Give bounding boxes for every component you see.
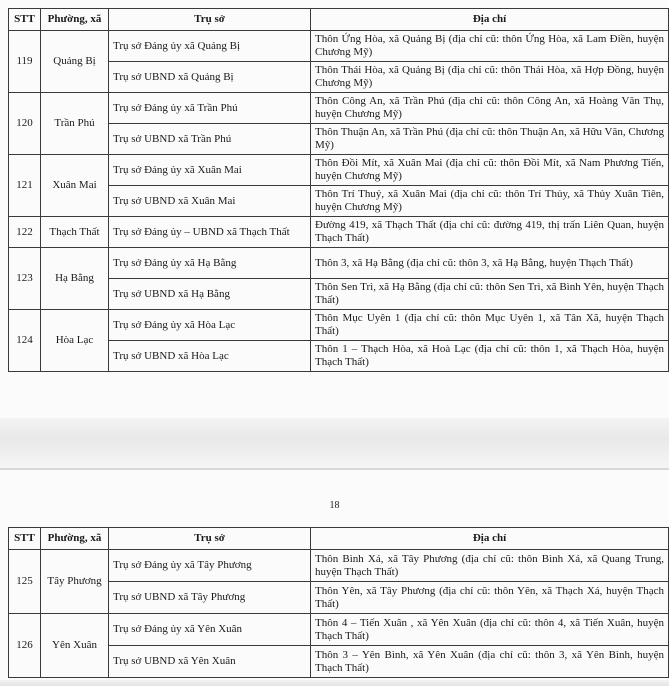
- office-cell: Trụ sở UBND xã Yên Xuân: [109, 646, 311, 678]
- table-row: [9, 310, 669, 341]
- address-cell: Thôn Bình Xá, xã Tây Phương (địa chỉ cũ: thôn Bình Xá, xã Quang Trung, huyện Thạch Thất): [311, 550, 669, 582]
- office-cell: Trụ sở UBND xã Hòa Lạc: [109, 341, 311, 372]
- header-stt: STT: [9, 9, 41, 31]
- stt-cell: 120: [9, 93, 41, 155]
- stt-cell: 121: [9, 155, 41, 217]
- office-cell: Trụ sở Đảng ủy xã Hạ Bằng: [109, 248, 311, 279]
- ward-cell: Trần Phú: [41, 93, 109, 155]
- office-cell: Trụ sở Đảng ủy xã Yên Xuân: [109, 614, 311, 646]
- address-cell: Thôn Thuận An, xã Trần Phú (địa chỉ cũ: thôn Thuận An, xã Hữu Văn, Chương Mỹ): [311, 124, 669, 155]
- address-cell: Thôn 3, xã Hạ Bằng (địa chỉ cũ: thôn 3, xã Hạ Bằng, huyện Thạch Thất): [311, 248, 669, 279]
- address-cell: Thôn Đồi Mít, xã Xuân Mai (địa chỉ cũ: thôn Đồi Mít, xã Nam Phương Tiến, huyện Chương Mỹ): [311, 155, 669, 186]
- stt-cell: 125: [9, 550, 41, 614]
- ward-cell: Tây Phương: [41, 550, 109, 614]
- address-cell: Thôn Thái Hòa, xã Quảng Bị (địa chỉ cũ: thôn Thái Hòa, xã Hợp Đồng, huyện Chương Mỹ): [311, 62, 669, 93]
- office-cell: Trụ sở UBND xã Xuân Mai: [109, 186, 311, 217]
- stt-cell: 124: [9, 310, 41, 372]
- address-cell: Thôn Mục Uyên 1 (địa chỉ cũ: thôn Mục Uyên 1, xã Tân Xã, huyện Thạch Thất): [311, 310, 669, 341]
- header-ward: Phường, xã: [41, 9, 109, 31]
- address-cell: Đường 419, xã Thạch Thất (địa chỉ cũ: đường 419, thị trấn Liên Quan, huyện Thạch Thất): [311, 217, 669, 248]
- header-office: Trụ sở: [109, 528, 311, 550]
- address-cell: Thôn 4 – Tiến Xuân , xã Yên Xuân (địa chỉ cũ: thôn 4, xã Tiến Xuân, huyện Thạch Thất): [311, 614, 669, 646]
- header-ward: Phường, xã: [41, 528, 109, 550]
- office-cell: Trụ sở UBND xã Tây Phương: [109, 582, 311, 614]
- office-cell: Trụ sở Đảng ủy – UBND xã Thạch Thất: [109, 217, 311, 248]
- stt-cell: 119: [9, 31, 41, 93]
- header-address: Địa chỉ: [311, 9, 669, 31]
- office-table-1: [8, 8, 669, 372]
- table-row: [9, 155, 669, 186]
- ward-cell: Hòa Lạc: [41, 310, 109, 372]
- stt-cell: 126: [9, 614, 41, 678]
- office-cell: Trụ sở UBND xã Hạ Bằng: [109, 279, 311, 310]
- table-row: [9, 614, 669, 646]
- table-header-row: [9, 528, 669, 550]
- stt-cell: 122: [9, 217, 41, 248]
- office-cell: Trụ sở Đảng ủy xã Hòa Lạc: [109, 310, 311, 341]
- header-office: Trụ sở: [109, 9, 311, 31]
- office-cell: Trụ sở UBND xã Trần Phú: [109, 124, 311, 155]
- page-bottom-edge: [0, 680, 669, 686]
- address-cell: Thôn 3 – Yên Bình, xã Yên Xuân (địa chỉ cũ: thôn 3, xã Yên Bình, huyện Thạch Thất): [311, 646, 669, 678]
- table-row: [9, 550, 669, 582]
- address-cell: Thôn Công An, xã Trần Phú (địa chỉ cũ: thôn Công An, xã Hoàng Văn Thụ, huyện Chương Mỹ): [311, 93, 669, 124]
- page-gap: [0, 418, 669, 470]
- table-row: [9, 93, 669, 124]
- address-cell: Thôn Trí Thuỷ, xã Xuân Mai (địa chỉ cũ: thôn Trí Thủy, xã Thủy Xuân Tiên, huyện Chương Mỹ): [311, 186, 669, 217]
- header-stt: STT: [9, 528, 41, 550]
- table-row: [9, 31, 669, 62]
- address-cell: Thôn Yên, xã Tây Phương (địa chỉ cũ: thôn Yên, xã Thạch Xá, huyện Thạch Thất): [311, 582, 669, 614]
- table-row: [9, 248, 669, 279]
- office-cell: Trụ sở Đảng ủy xã Xuân Mai: [109, 155, 311, 186]
- table-row: [9, 217, 669, 248]
- ward-cell: Yên Xuân: [41, 614, 109, 678]
- ward-cell: Quảng Bị: [41, 31, 109, 93]
- stt-cell: 123: [9, 248, 41, 310]
- address-cell: Thôn 1 – Thạch Hòa, xã Hoà Lạc (địa chỉ cũ: thôn 1, xã Thạch Hòa, huyện Thạch Thất): [311, 341, 669, 372]
- office-cell: Trụ sở Đảng ủy xã Trần Phú: [109, 93, 311, 124]
- table-header-row: [9, 9, 669, 31]
- ward-cell: Hạ Bằng: [41, 248, 109, 310]
- page-number: 18: [329, 500, 340, 511]
- office-table-2: [8, 527, 669, 678]
- ward-cell: Thạch Thất: [41, 217, 109, 248]
- office-cell: Trụ sở Đảng ủy xã Tây Phương: [109, 550, 311, 582]
- office-cell: Trụ sở Đảng ủy xã Quảng Bị: [109, 31, 311, 62]
- header-address: Địa chỉ: [311, 528, 669, 550]
- address-cell: Thôn Ứng Hòa, xã Quảng Bị (địa chỉ cũ: thôn Ứng Hòa, xã Lam Điền, huyện Chương Mỹ): [311, 31, 669, 62]
- ward-cell: Xuân Mai: [41, 155, 109, 217]
- office-cell: Trụ sở UBND xã Quảng Bị: [109, 62, 311, 93]
- address-cell: Thôn Sen Trì, xã Hạ Bằng (địa chỉ cũ: thôn Sen Trì, xã Bình Yên, huyện Thạch Thất): [311, 279, 669, 310]
